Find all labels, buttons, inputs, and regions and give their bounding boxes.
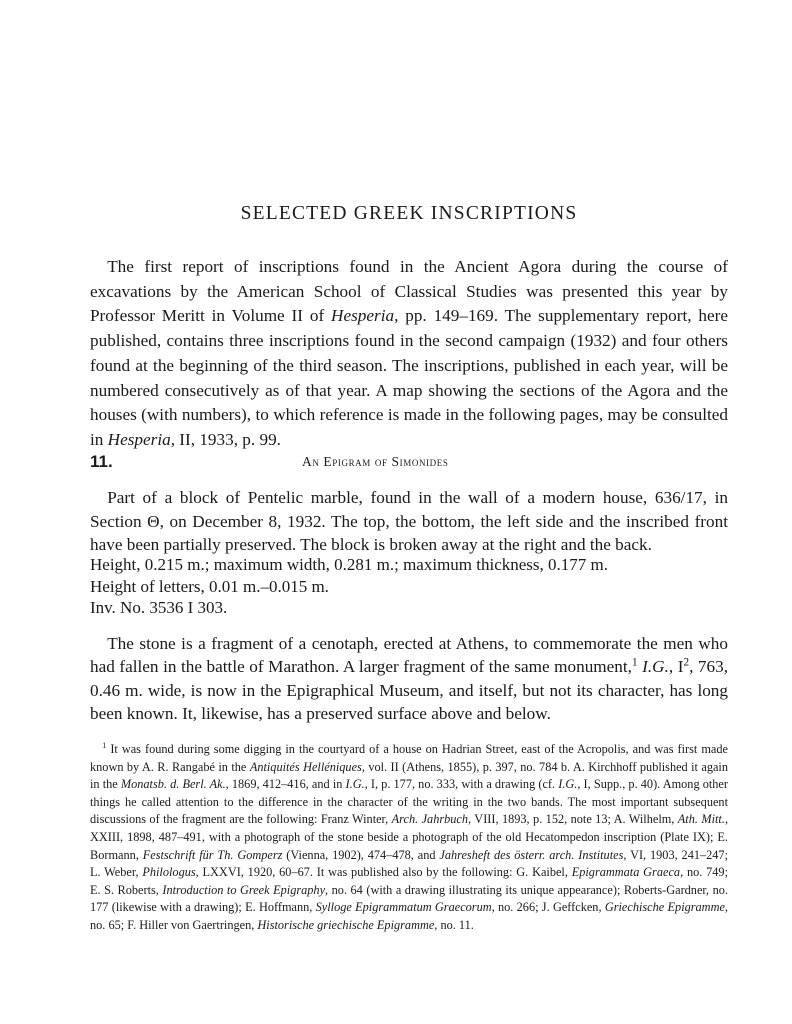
- footnote-text: , VI, 1903, 241–247; L. Weber,: [90, 847, 728, 880]
- description-text: Part of a block of Pentelic marble, found in the wall of a modern house, 636/17, in Section Θ, on December 8, 1932. The top, the bottom, the left side and the inscribed front have been partially preserved. The block is broken away at the right and the back.: [90, 488, 728, 554]
- measurements: [90, 554, 728, 619]
- footnote-title: Festschrift für Th. Gomperz: [142, 847, 283, 862]
- footnote-text: , vol. II (Athens, 1855), p. 397, no. 784 b. A. Kirchhoff published it again in the: [90, 759, 728, 792]
- intro-journal: Hesperia: [331, 306, 395, 326]
- intro-text-2: , pp. 149–169. The supplementary report, here published, contains three inscriptions found in the second campaign (1932) and four others found at the beginning of the third season. The inscriptions, published in each year, will be numbered consecutively as of that year. A map showing the sections of the Agora and the houses (with numbers), to which reference is made in the following pages, may be consulted in: [90, 306, 728, 449]
- footnote-title: Griechische Epigramme: [604, 900, 725, 915]
- footnote-text: , no. 11.: [434, 917, 474, 932]
- footnote-title: Historische griechische Epigramme: [257, 917, 435, 932]
- footnote-title: I.G.: [345, 777, 365, 792]
- footnote-text: , no. 266; J. Geffcken,: [491, 900, 605, 915]
- intro-text-3: , II, 1933, p. 99.: [170, 429, 281, 449]
- footnote-text: , no. 64 (with a drawing illustrating its unique appearance); Roberts-Gardner, no. 177 (likewise with a drawing); E. Hoffmann,: [90, 882, 728, 915]
- footnote-title: Epigrammata Graeca: [571, 865, 681, 880]
- body-ref: I.G.: [642, 657, 669, 677]
- footnote-text: , 1869, 412–416, and in: [225, 777, 346, 792]
- footnote-text: , VIII, 1893, p. 152, note 13; A. Wilhelm,: [468, 812, 678, 827]
- body-sup: 2: [683, 656, 690, 669]
- intro-paragraph: [90, 255, 728, 453]
- footnote-title: Ath. Mitt.: [677, 812, 725, 827]
- body-paragraph: [90, 632, 728, 725]
- footnote-title: Monatsb. d. Berl. Ak.: [120, 777, 226, 792]
- footnote-title: Philologus: [142, 865, 196, 880]
- footnote-title: Arch. Jahrbuch: [391, 812, 469, 827]
- footnote-text: , no. 749; E. S. Roberts,: [90, 865, 728, 897]
- section-heading: [90, 452, 728, 476]
- footnote-text: (Vienna, 1902), 474–478, and: [282, 847, 440, 862]
- measurement-line-3: Inv. No. 3536 I 303.: [90, 598, 228, 617]
- footnote-title: Jahresheft des österr. arch. Institutes: [439, 847, 624, 862]
- footnote-title: Introduction to Greek Epigraphy: [162, 882, 326, 897]
- footnote-title: Sylloge Epigrammatum Graecorum: [315, 900, 492, 915]
- footnote-text: , no. 65; F. Hiller von Gaertringen,: [90, 900, 728, 932]
- body-text-2a: , I: [668, 657, 684, 677]
- section-number: 11.: [90, 452, 113, 471]
- footnote-ref[interactable]: 1: [631, 656, 638, 669]
- footnote-mark: 1: [102, 740, 107, 750]
- body-text-2b: , 763, 0.46 m. wide, is now in the Epigraphical Museum, and itself, but not its character, has long been known. It, likewise, has a preserved surface above and below.: [90, 657, 728, 723]
- footnote-title: Antiquités Helléniques: [249, 759, 362, 774]
- section-title: An Epigram of Simonides: [302, 454, 449, 469]
- footnote-text: It was found during some digging in the courtyard of a house on Hadrian Street, east of the Acropolis, and was first made known by A. R. Rangabé in the: [90, 742, 728, 774]
- body-text-1: The stone is a fragment of a cenotaph, erected at Athens, to commemorate the men who had fallen in the battle of Marathon. A larger fragment of the same monument,: [90, 634, 728, 677]
- measurement-line-2: Height of letters, 0.01 m.–0.015 m.: [90, 576, 329, 596]
- intro-journal-2: Hesperia: [107, 429, 171, 449]
- footnote-text: , XXIII, 1898, 487–491, with a photograph of the stone beside a photograph of the old Hecatompedon inscription (Plate IX); E. Bormann,: [90, 812, 729, 862]
- description-paragraph: [90, 486, 728, 557]
- footnote-text: , I, Supp., p. 40). Among other things he called attention to the difference in the character of the writing in the two bands. The most important subsequent discussions of the fragment are the following: Franz Winter,: [90, 777, 728, 827]
- page-title: SELECTED GREEK INSCRIPTIONS: [240, 203, 578, 224]
- footnote: [90, 741, 728, 935]
- footnote-title: I.G.: [558, 777, 578, 792]
- footnote-text: , I, p. 177, no. 333, with a drawing (cf.: [364, 777, 559, 792]
- footnote-text: , LXXVI, 1920, 60–67. It was published also by the following: G. Kaibel,: [195, 865, 572, 880]
- intro-text-1: The first report of inscriptions found in the Ancient Agora during the course of excavations by the American School of Classical Studies was presented this year by Professor Meritt in Volume II of: [90, 257, 728, 326]
- measurement-line-1: Height, 0.215 m.; maximum width, 0.281 m.; maximum thickness, 0.177 m.: [90, 555, 609, 574]
